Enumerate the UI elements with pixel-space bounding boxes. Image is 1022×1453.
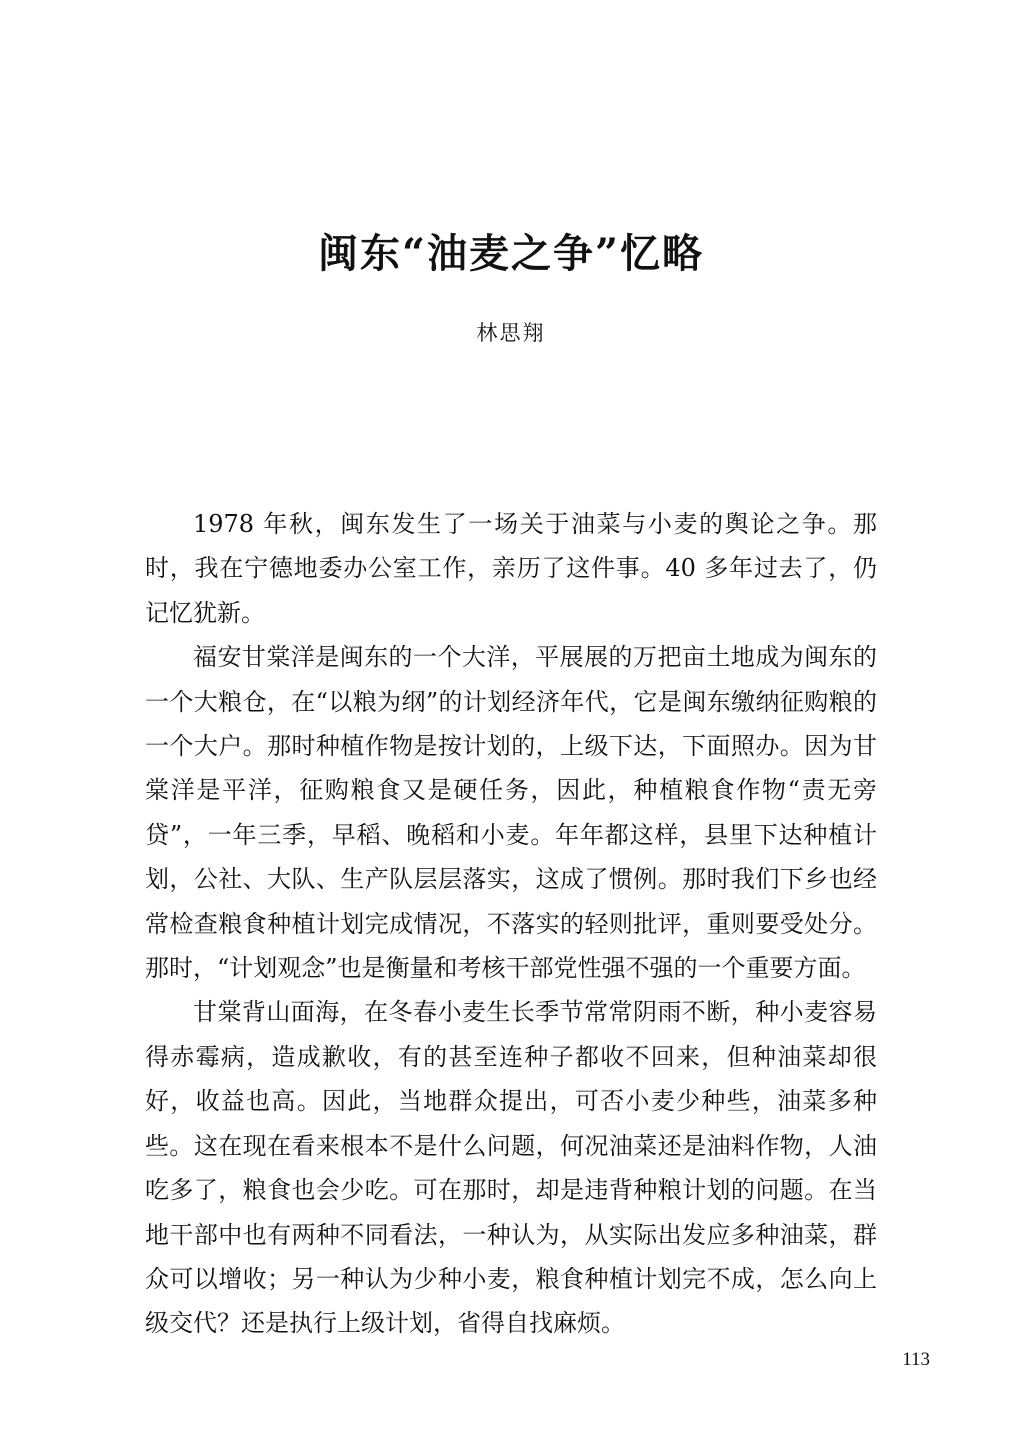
page-number: 113 bbox=[902, 1349, 930, 1370]
paragraph-2: 福安甘棠洋是闽东的一个大洋，平展展的万把亩土地成为闽东的一个大粮仓，在“以粮为纲”的计划经济年代，它是闽东缴纳征购粮的一个大户。那时种植作物是按计划的，上级下达，下面照办。因为甘棠洋是平洋，征购粮食又是硬任务，因此，种植粮食作物“责无旁贷”，一年三季，早稻、晚稻和小麦。年年都这样，县里下达种植计划，公社、大队、生产队层层落实，这成了惯例。那时我们下乡也经常检查粮食种植计划完成情况，不落实的轻则批评，重则要受处分。那时，“计划观念”也是衡量和考核干部党性强不强的一个重要方面。 bbox=[145, 643, 877, 983]
paragraph-1: 1978 年秋，闽东发生了一场关于油菜与小麦的舆论之争。那时，我在宁德地委办公室工作，亲历了这件事。40 多年过去了，仍记忆犹新。 bbox=[145, 510, 877, 627]
article-body bbox=[145, 502, 877, 1346]
article-title: 闽东“油麦之争”忆略 bbox=[317, 230, 704, 277]
paragraph-3: 甘棠背山面海，在冬春小麦生长季节常常阴雨不断，种小麦容易得赤霉病，造成歉收，有的甚至连种子都收不回来，但种油菜却很好，收益也高。因此，当地群众提出，可否小麦少种些，油菜多种些。这在现在看来根本不是什么问题，何况油菜还是油料作物，人油吃多了，粮食也会少吃。可在那时，却是违背种粮计划的问题。在当地干部中也有两种不同看法，一种认为，从实际出发应多种油菜，群众可以增收；另一种认为少种小麦，粮食种植计划完不成，怎么向上级交代？还是执行上级计划，省得自找麻烦。 bbox=[145, 998, 877, 1338]
article-author: 林思翔 bbox=[476, 321, 546, 345]
